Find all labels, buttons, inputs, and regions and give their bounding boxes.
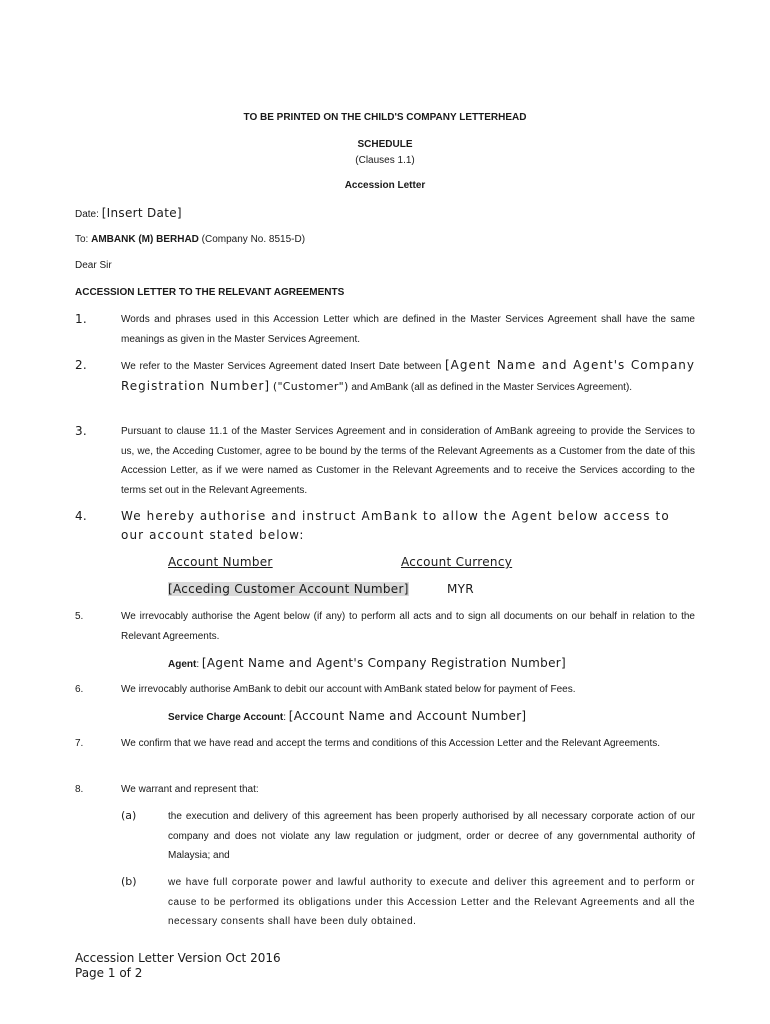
service-charge-value: [Account Name and Account Number] [288, 709, 527, 723]
item-number: 6. [75, 684, 84, 695]
addressee-line [75, 234, 305, 245]
service-charge-label: Service Charge Account [168, 712, 284, 723]
sub-item-text: we have full corporate power and lawful authority to execute and deliver this agreement and to perform or cause to be performed its obligations under this Accession Letter and the Relevant Agreements and all the necessary consents shall have been duly obtained. [168, 877, 695, 927]
item-text [121, 356, 695, 397]
account-currency-value: MYR [447, 582, 474, 596]
clauses-reference: (Clauses 1.1) [355, 155, 415, 166]
salutation: Dear Sir [75, 260, 112, 271]
agent-line: Agent: [Agent Name and Agent's Company Registration Number] [168, 656, 566, 670]
item-number: 2. [75, 358, 88, 372]
date-value: [Insert Date] [101, 206, 182, 220]
footer-page-number: Page 1 of 2 [75, 966, 143, 980]
service-charge-line: Service Charge Account: [Account Name and Account Number] [168, 709, 527, 723]
date-label: Date: [75, 209, 99, 220]
item-text: We irrevocably authorise AmBank to debit our account with AmBank stated below for payment of Fees. [121, 684, 576, 695]
sub-item-label: (b) [121, 875, 137, 888]
item-text-post: and AmBank (all as defined in the Master Services Agreement). [351, 381, 633, 393]
item-number: 7. [75, 738, 84, 749]
letterhead-instruction: TO BE PRINTED ON THE CHILD'S COMPANY LETTERHEAD [243, 112, 527, 123]
to-label: To: [75, 234, 89, 245]
footer-version: Accession Letter Version Oct 2016 [75, 951, 281, 965]
item-text: Words and phrases used in this Accession Letter which are defined in the Master Services Agreement shall have the same meanings as given in the Master Services Agreement. [121, 314, 695, 345]
item-text: We confirm that we have read and accept the terms and conditions of this Accession Letter and the Relevant Agreements. [121, 738, 661, 749]
customer-defined-term: ("Customer") [272, 379, 349, 393]
item-text: We irrevocably authorise the Agent below (if any) to perform all acts and to sign all documents on our behalf in relation to the Relevant Agreements. [121, 611, 695, 642]
schedule-title: SCHEDULE [357, 139, 413, 150]
account-number-value: [Acceding Customer Account Number] [168, 582, 409, 596]
item-number: 5. [75, 611, 84, 622]
account-currency-header: Account Currency [401, 555, 513, 569]
date-line [75, 206, 182, 220]
item-text: We hereby authorise and instruct AmBank to allow the Agent below access to our account stated below: [121, 509, 670, 542]
item-number: 4. [75, 509, 88, 523]
item-number: 1. [75, 312, 88, 326]
sub-item-text: the execution and delivery of this agreement has been properly authorised by all necessary corporate action of our company and does not violate any law regulation or judgment, order or decree of any governmental authority of Malaysia; and [168, 811, 695, 861]
party-placeholder: [Agent Name and Agent's Company Registration Number] [121, 358, 696, 393]
company-number: (Company No. 8515-D) [201, 234, 306, 245]
agent-value: [Agent Name and Agent's Company Registration Number] [201, 656, 566, 670]
document-title: Accession Letter [344, 180, 426, 191]
addressee-name: AMBANK (M) BERHAD [91, 234, 199, 245]
item-text: Pursuant to clause 11.1 of the Master Services Agreement and in consideration of AmBank agreeing to provide the Services to us, we, the Acceding Customer, agree to be bound by the terms of the Relevant Agreements as a Customer from the date of this Accession Letter, as if we were named as Customer in the Relevant Agreements and to receive the Services according to the terms set out in the Relevant Agreements. [121, 426, 695, 496]
item-text: We warrant and represent that: [121, 784, 259, 795]
agent-label: Agent [168, 659, 197, 670]
item-number: 8. [75, 784, 84, 795]
account-number-header: Account Number [168, 555, 273, 569]
section-heading: ACCESSION LETTER TO THE RELEVANT AGREEMENTS [75, 287, 345, 298]
item-text-pre: We refer to the Master Services Agreement dated Insert Date between [121, 361, 442, 372]
sub-item-label: (a) [121, 809, 137, 822]
item-number: 3. [75, 424, 88, 438]
